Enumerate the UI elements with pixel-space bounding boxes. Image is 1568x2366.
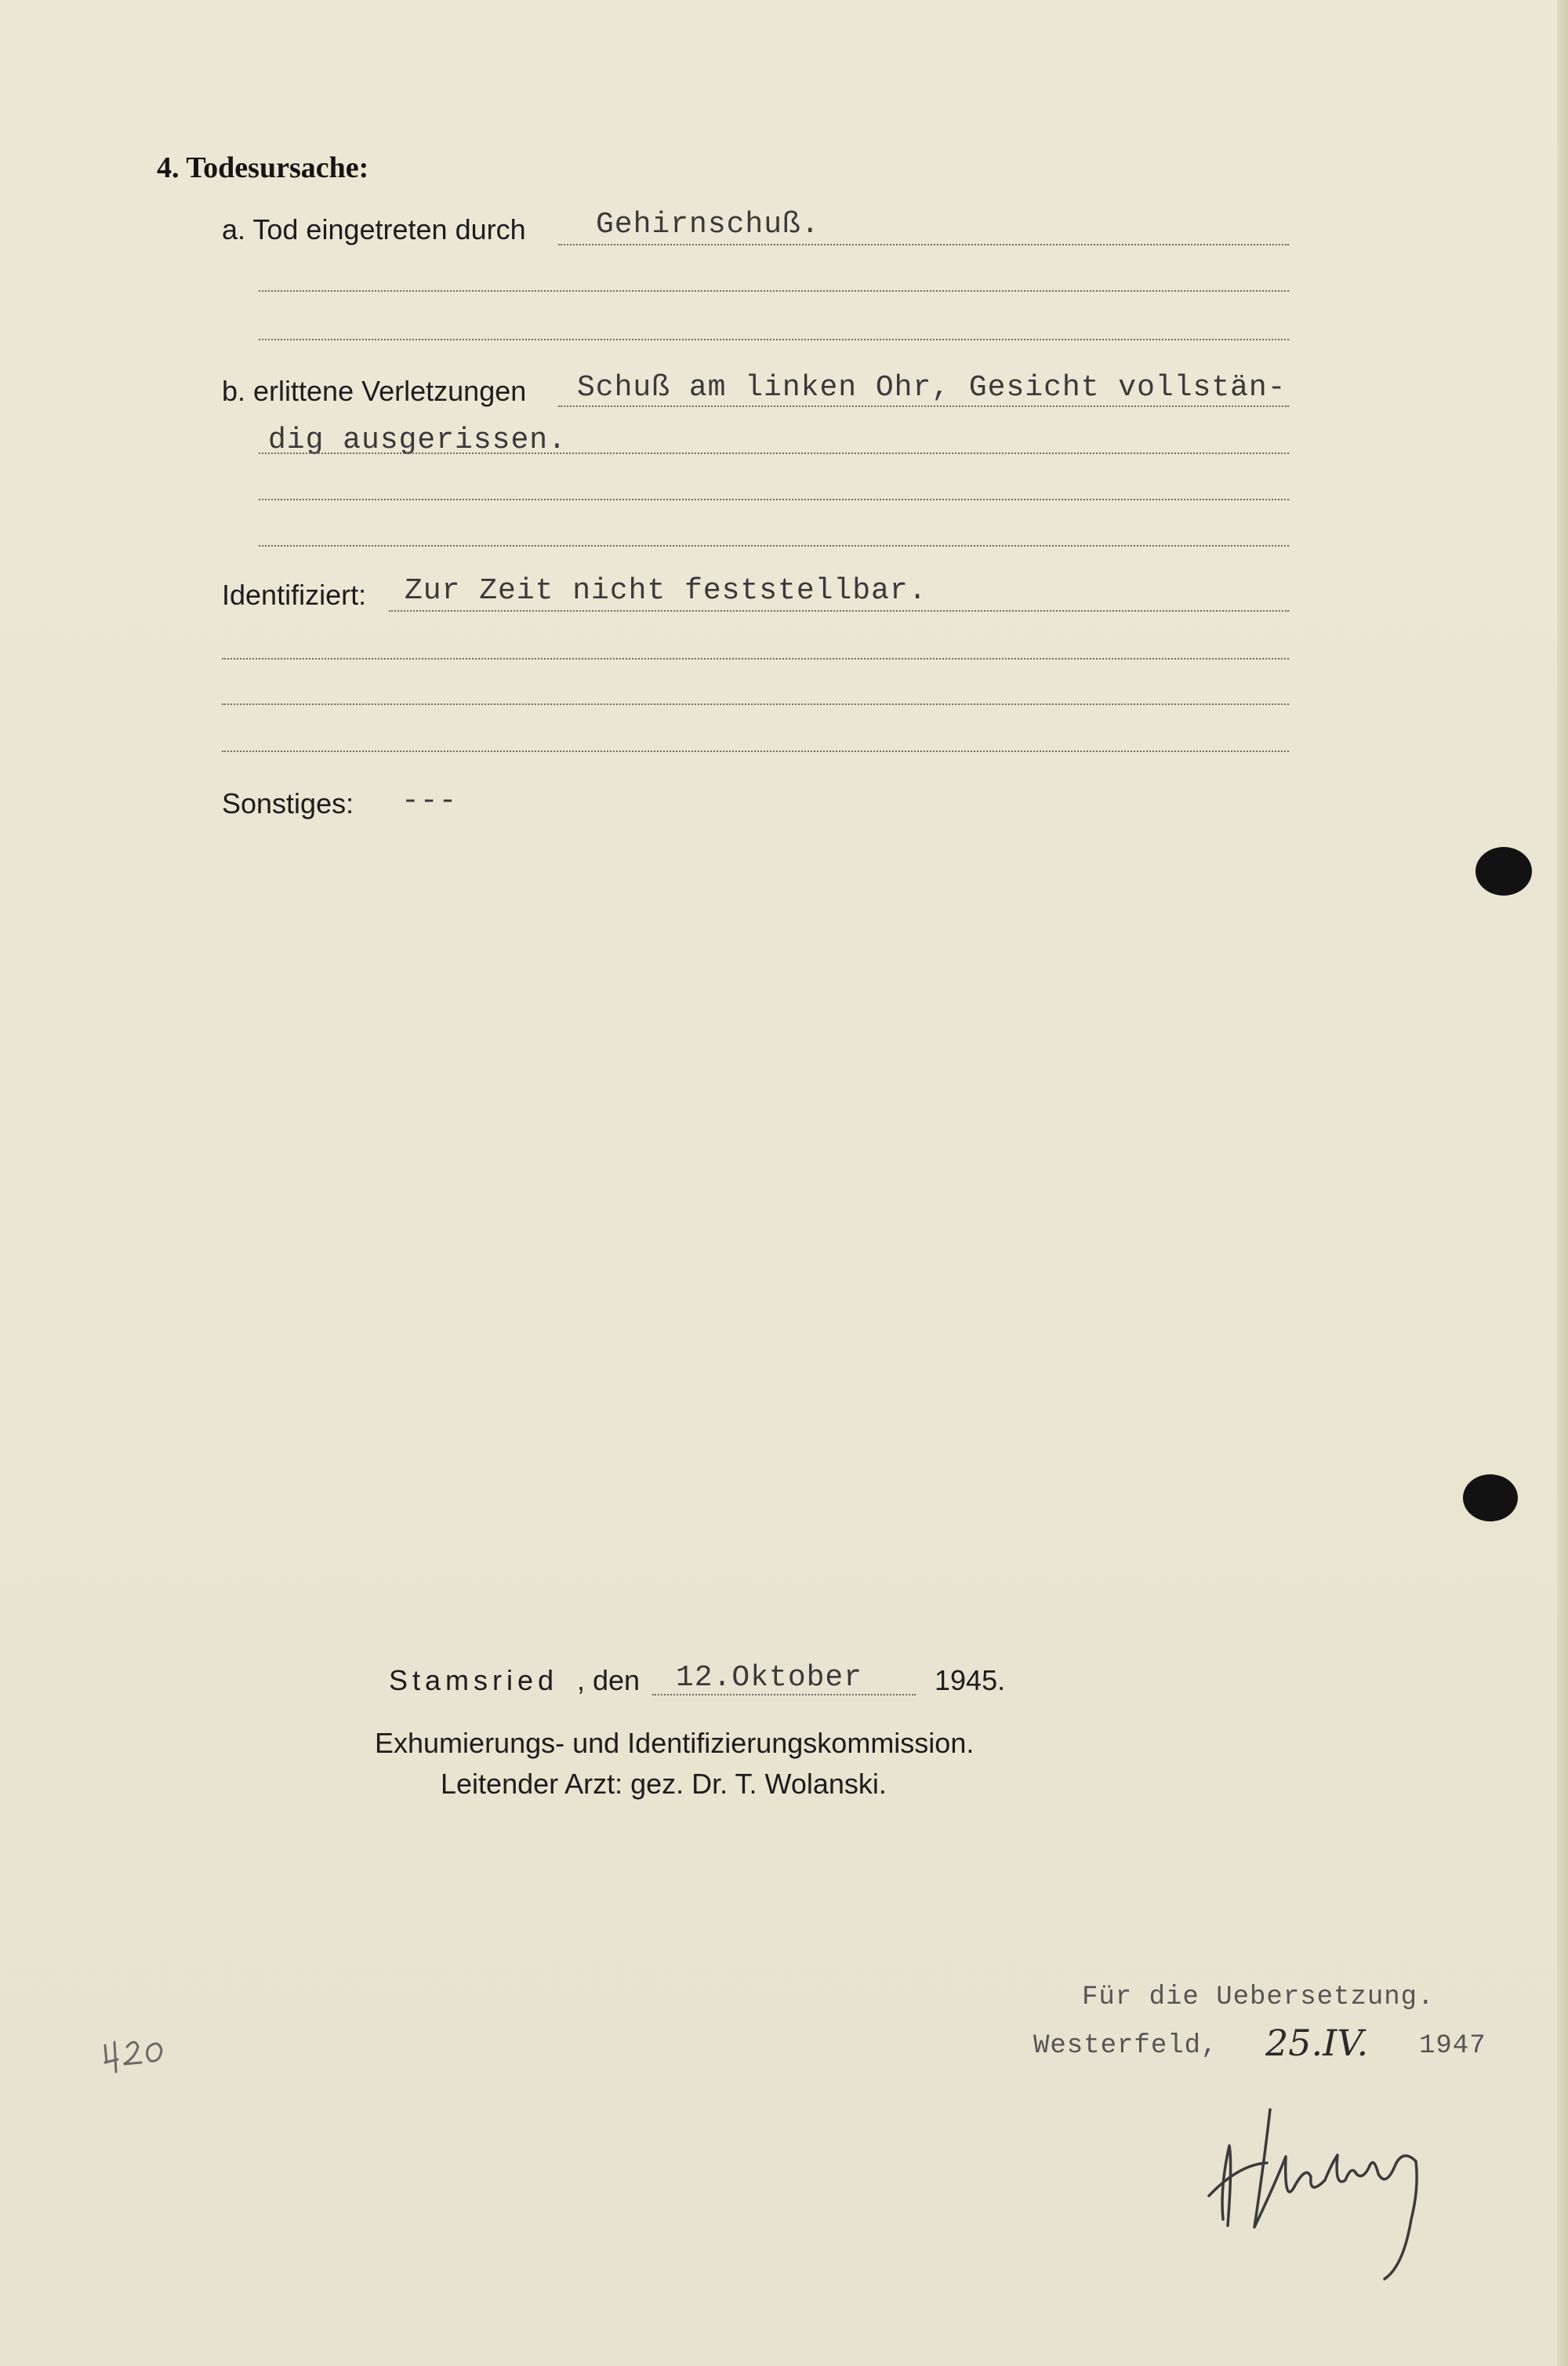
injuries-label: b. erlittene Verletzungen: [222, 375, 527, 407]
punch-hole: [1463, 1474, 1518, 1521]
page-edge: [1557, 0, 1568, 2366]
translation-stamp-date: 25.IV.: [1265, 2022, 1369, 2064]
translation-stamp-line1: Für die Uebersetzung.: [1082, 1983, 1435, 2012]
commission-line: Exhumierungs- und Identifizierungskommission.: [375, 1727, 975, 1759]
identified-dotted-line: [389, 610, 1289, 612]
cause-value: Gehirnschuß.: [596, 208, 820, 242]
signature: [1192, 2070, 1458, 2290]
section-heading: 4. Todesursache:: [157, 151, 369, 184]
place: Stamsried: [389, 1664, 559, 1696]
den-label: , den: [577, 1664, 641, 1696]
cause-dotted-line: [558, 244, 1289, 245]
blank-dotted-line: [222, 703, 1289, 705]
injuries-value-line2: dig ausgerissen.: [268, 423, 567, 457]
blank-dotted-line: [222, 751, 1289, 752]
punch-hole: [1475, 847, 1532, 896]
margin-note: [100, 2015, 194, 2086]
year: 1945.: [935, 1664, 1006, 1696]
blank-dotted-line: [222, 658, 1289, 660]
date-dotted-line: [652, 1694, 916, 1695]
translation-stamp-year: 1947: [1419, 2031, 1486, 2061]
blank-dotted-line: [259, 545, 1289, 547]
other-value: ---: [401, 784, 458, 818]
other-label: Sonstiges:: [222, 787, 354, 820]
blank-dotted-line: [259, 499, 1289, 500]
blank-dotted-line: [259, 290, 1289, 292]
identified-value: Zur Zeit nicht feststellbar.: [405, 574, 927, 608]
translation-stamp-place: Westerfeld,: [1033, 2031, 1218, 2061]
cause-label: a. Tod eingetreten durch: [222, 213, 526, 245]
injuries-dotted-line: [259, 452, 1289, 454]
identified-label: Identifiziert:: [222, 579, 367, 611]
injuries-value-line1: Schuß am linken Ohr, Gesicht vollstän-: [577, 371, 1287, 405]
physician-line: Leitender Arzt: gez. Dr. T. Wolanski.: [441, 1768, 887, 1800]
injuries-dotted-line: [558, 405, 1289, 407]
date-value: 12.Oktober: [676, 1661, 863, 1695]
blank-dotted-line: [259, 339, 1289, 340]
